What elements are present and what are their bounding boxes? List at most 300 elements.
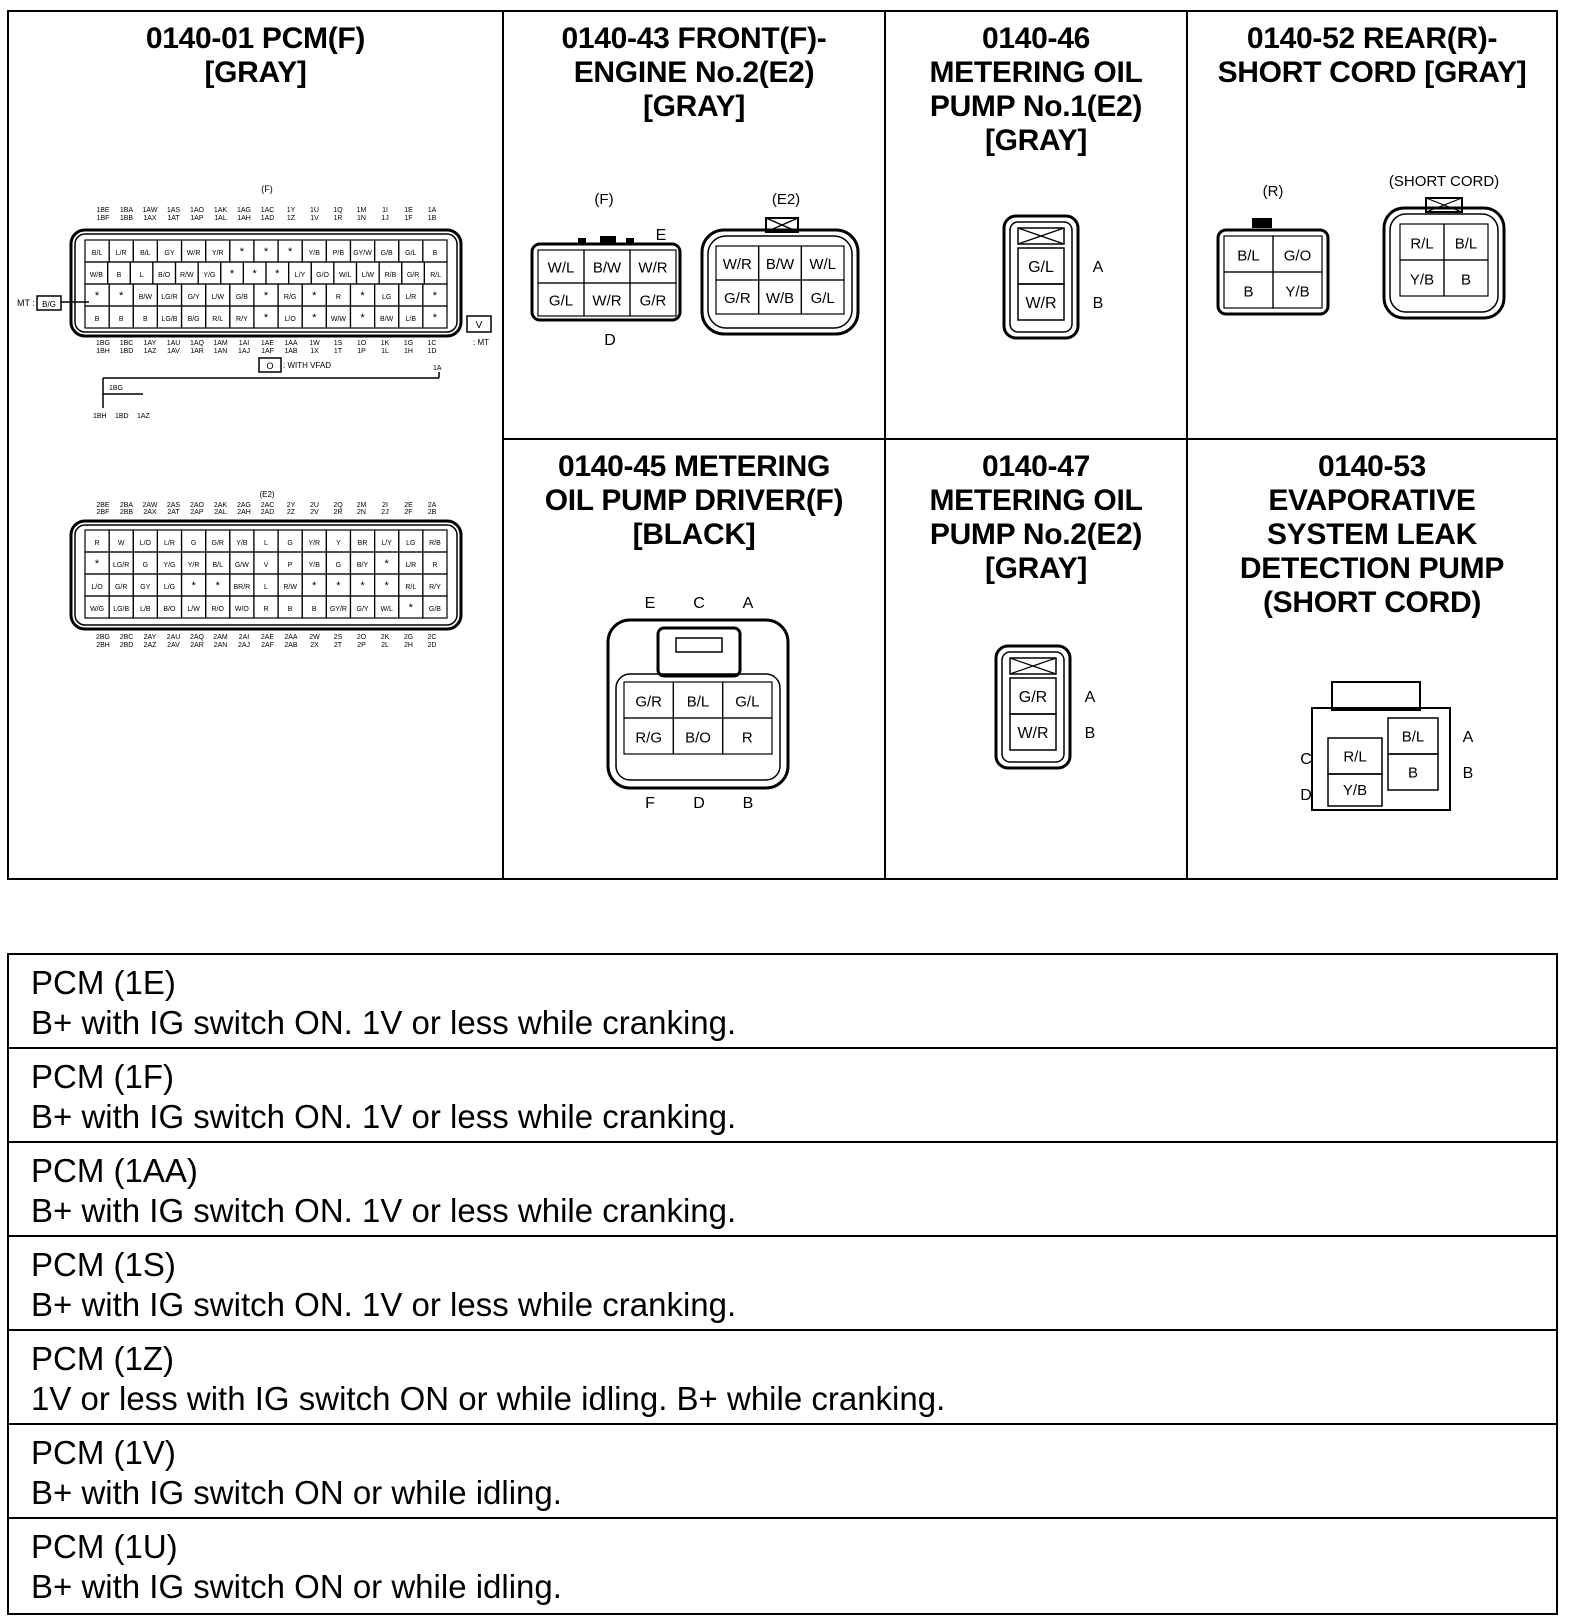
front-engine-connector [504,182,882,382]
pcm-e2-top-label: 2B [427,509,437,516]
pcm-e2-top-label: 2BB [119,509,134,516]
driver-pin: B/L [686,693,710,711]
pcm-e2-pin: Y/R [187,561,200,569]
pcm-f-bottom-label: 1W [309,340,320,347]
cell-0140-47 [886,440,1188,878]
pcm-e2-pin: G [142,561,149,569]
pcm-e2-pin: G/R [114,583,128,591]
terminal-label: PCM (1Z) [31,1340,174,1377]
front-f-pin: W/L [547,259,575,277]
driver-bottom-letter: B [742,795,754,812]
driver-top-letter: C [693,595,705,612]
pcm-e2-pin: W/G [90,605,105,613]
evap-leak-pump-connector [1188,676,1554,836]
pcm-e2-pin: B [311,605,317,613]
pcm-f-bottom-label: 1AU [166,340,181,347]
pcm-e2-bottom-label: 2S [333,634,343,641]
pcm-f-bottom-label: 1AY [143,340,157,347]
pcm-e2-top-label: 2U [310,502,319,509]
pcm-e2-top-label: 2M [356,502,367,509]
pcm-e2-bottom-label: 2BG [95,634,111,641]
voltage-row [9,1049,1556,1143]
rear-short-cord-connector [1188,172,1554,372]
pcm-f-top-label: 1AK [213,207,228,214]
pcm-f-pin: L/R [405,293,417,301]
pcm-f-pin: R/G [283,293,297,301]
pcm-f-pin: * [360,289,365,302]
pcm-f-top-label: 1Q [333,207,343,214]
jumper-bottom-1bh: 1BH [93,413,107,420]
pcm-e2-bottom-label: 2AY [143,634,157,641]
evap-pin: R/L [1343,748,1367,766]
pcm-e2-top-label: 2BF [96,509,110,516]
cell-0140-01 [9,12,504,878]
pcm-f-top-label: 1B [427,215,437,222]
pcm-f-bottom-label: 1AZ [143,348,157,355]
pcm-f-top-label: 1BB [119,215,134,222]
pcm-f-top-label: 1M [356,207,367,214]
rear-r-pin: B/L [1237,247,1260,265]
pcm-f-pin: L/W [361,271,375,279]
pcm-f-pin: * [312,311,317,324]
pcm-e2-pin: L/Y [381,539,392,547]
mt-label: MT : [17,298,35,308]
pcm-e2-bottom-label: 2O [356,634,367,641]
pcm-e2-bottom-label: 2BH [96,642,110,649]
pcm-e2-top-label: 2AG [236,502,252,509]
pcm-f-pin: * [119,289,124,302]
pcm-f-pin: B [432,249,438,257]
pcm-e2-pin: * [408,601,413,614]
pcm-e2-pin: G [190,539,197,547]
short-cord-pin: B [1460,271,1472,289]
pcm-e2-pin: Y/G [163,561,176,569]
terminal-label: PCM (1V) [31,1434,176,1471]
pcm-e2-top-label: 2AK [213,502,228,509]
pcm-e2-top-label: 2AL [214,509,227,516]
short-cord-pin: B/L [1454,235,1478,253]
title-0140-46: 0140-46 METERING OIL PUMP No.1(E2) [GRAY] [929,22,1143,157]
terminal-label: PCM (1F) [31,1058,174,1095]
pcm-e2-bottom-label: 2D [427,642,437,649]
pcm-f-bottom-label: 1T [333,348,343,355]
pcm-f-pin: * [275,267,280,280]
voltage-row [9,1519,1556,1613]
pcm-f-pin: B/W [138,293,152,301]
pcm-e2-bottom-label: 2H [404,642,413,649]
pcm-e2-top-label: 2V [310,509,319,516]
pcm-f-top-label: 1AL [214,215,227,222]
pcm-f-pin: L/Y [294,271,306,279]
pump2-letter: A [1084,688,1096,706]
pcm-e2-top-label: 2AH [237,509,251,516]
pcm-e2-pin: L [264,539,268,547]
pcm-e2-top-label: 2AS [166,502,181,509]
pcm-e2-pin: B/Y [356,561,369,569]
pcm-f-pin: B [94,315,100,323]
pcm-e2-pin: L [264,583,268,591]
e-letter: E [655,227,667,244]
pcm-e2-bottom-label: 2AR [190,642,204,649]
pcm-f-pin: * [263,311,269,324]
voltage-spec: 1V or less with IG switch ON or while idling. B+ while cranking. [31,1380,946,1417]
pcm-e2-pin: BR/R [233,583,251,591]
pump2-pin: G/R [1018,688,1048,706]
pcm-e2-top-label: 2Q [333,502,343,509]
pcm-e2-pin: R/W [283,583,297,591]
pcm-f-bottom-label: 1AF [261,348,274,355]
pcm-f-pin: * [263,245,269,258]
pcm-f-bottom-label: 1BG [95,340,111,347]
pcm-f-top-label: 1AD [260,215,275,222]
pcm-e2-bottom-label: 2BD [119,642,134,649]
pcm-e2-bottom-label: 2AZ [143,642,157,649]
cell-0140-45 [504,440,886,878]
pcm-f-pin: B [142,315,148,323]
d-letter: D [604,332,616,349]
driver-pin: R/G [635,729,663,747]
pcm-e2-top-label: 2AC [260,502,275,509]
pcm-f-pin: P/B [332,249,345,257]
pcm-f-pin: Y/B [308,249,320,257]
evap-pin: Y/B [1342,781,1368,799]
e2-label: (E2) [771,191,801,208]
pcm-e2-top-label: 2BE [96,502,110,509]
pcm-e2-pin: L/O [139,539,151,547]
pcm-e2-pin: * [94,557,100,570]
pcm-f-pin: W/R [186,249,201,257]
pcm-e2-pin: L/G [163,583,176,591]
pump1-pin: W/R [1025,294,1057,312]
pcm-e2-pin: G [335,561,342,569]
pcm-f-pin: G/L [405,249,417,257]
pcm-e2-top-label: 2N [357,509,366,516]
title-0140-53: 0140-53 EVAPORATIVE SYSTEM LEAK DETECTION PUMP (SHORT CORD) [1239,450,1505,619]
mt-pin: B/G [42,300,56,309]
pcm-f-bottom-label: 1O [356,340,367,347]
pcm-f-pin: * [239,245,245,258]
pcm-e2-pin: L/R [405,561,417,569]
pcm-e2-bottom-label: 2AB [284,642,298,649]
pcm-e2-bottom-label: 2X [310,642,319,649]
evap-letter: C [1300,751,1312,768]
terminal-label: PCM (1U) [31,1528,178,1565]
pcm-f-top-label: 1AC [260,207,275,214]
pcm-f-pin: B [116,271,122,279]
pcm-f-bottom-label: 1L [381,348,389,355]
rear-r-pin: B [1243,283,1254,301]
jumper-bottom-1bd: 1BD [115,413,129,420]
pcm-e2-top-label: 2Y [286,502,296,509]
pcm-e2-pin: R/L [405,583,417,591]
title-0140-43: 0140-43 FRONT(F)- ENGINE No.2(E2) [GRAY] [561,22,827,123]
pcm-f-bottom-label: 1P [357,348,366,355]
pcm-e2-pin: GY [140,583,151,591]
pcm-e2-pin: Y/B [308,561,320,569]
pcm-f-pin: W/B [89,271,103,279]
pcm-f-top-label: 1R [333,215,343,222]
vfad-label: : WITH VFAD [283,361,331,370]
pcm-f-code: (F) [261,184,273,194]
vfad-pin: O [266,361,274,371]
pcm-e2-pin: G/B [428,605,441,613]
pcm-e2-pin: B/L [212,561,223,569]
pcm-e2-pin: R [94,539,100,547]
pcm-f-pin: G/B [235,293,248,301]
pcm-f-bottom-label: 1AM [213,340,228,347]
pcm-e2-top-label: 2Z [286,509,296,516]
jumper-bottom-1az: 1AZ [137,413,150,420]
pcm-f-top-label: 1AG [236,207,252,214]
pcm-f-top-label: 1V [310,215,319,222]
driver-bottom-letter: D [693,795,705,812]
metering-pump-1-connector [886,212,1184,372]
title-0140-52: 0140-52 REAR(R)- SHORT CORD [GRAY] [1217,22,1527,89]
pcm-e2-bottom-label: 2W [309,634,320,641]
title-0140-45: 0140-45 METERING OIL PUMP DRIVER(F) [BLACK] [544,450,844,551]
voltage-row [9,1143,1556,1237]
title-0140-47: 0140-47 METERING OIL PUMP No.2(E2) [GRAY] [929,450,1143,585]
pcm-f-pin: GY [164,249,175,257]
voltage-row [9,1331,1556,1425]
voltage-spec: B+ with IG switch ON or while idling. [31,1474,562,1511]
engine-e2-pin: W/B [765,290,795,308]
pcm-f-pin: R/L [212,315,224,323]
pcm-f-top-label: 1AX [143,215,157,222]
connector-grid [7,10,1558,880]
short-cord-label: (SHORT CORD) [1388,173,1500,190]
pcm-f-top-label: 1AS [166,207,181,214]
pcm-f-pin: Y/R [211,249,224,257]
engine-e2-pin: G/R [723,290,751,308]
pcm-e2-pin: R/B [429,539,441,547]
pcm-f-top-label: 1J [381,215,389,222]
pcm-f-pin: * [287,245,293,258]
cell-0140-52 [1188,12,1556,440]
pcm-f-top-label: 1BE [96,207,110,214]
pcm-e2-pin: Y [336,539,341,547]
pcm-f-bottom-label: 1X [310,348,319,355]
pcm-e2-bottom-label: 2C [427,634,437,641]
pump1-pin: G/L [1028,258,1054,276]
v-pin: V [475,320,483,331]
pcm-f-pin: * [360,311,365,324]
pump1-letter: B [1092,294,1104,312]
pcm-f-pin: B/O [158,271,171,279]
pcm-f-pin: R/B [384,271,397,279]
front-f-pin: G/R [639,292,667,310]
pcm-e2-pin: R/O [211,605,224,613]
pcm-f-pin: LG/R [161,293,178,301]
pcm-f-pin: B [118,315,124,323]
voltage-spec: B+ with IG switch ON or while idling. [31,1568,562,1605]
pcm-e2-bottom-label: 2AQ [189,634,205,641]
pcm-f-pin: L/R [115,249,127,257]
pcm-e2-top-label: 2AT [167,509,180,516]
pcm-e2-pin: BR [357,539,368,547]
terminal-label: PCM (1E) [31,964,176,1001]
pcm-e2-pin: W [117,539,125,547]
jumper-top-1a: 1A [433,365,442,372]
engine-e2-pin: W/R [722,256,752,274]
pcm-e2-top-label: 2AX [143,509,157,516]
pcm-f-bottom-label: 1AR [190,348,204,355]
pcm-f-bottom-label: 1G [403,340,414,347]
pcm-e2-bottom-label: 2BC [119,634,134,641]
voltage-row [9,1237,1556,1331]
pcm-e2-top-label: 2R [333,509,343,516]
pcm-e2-bottom-label: 2AM [213,634,228,641]
pcm-f-top-label: 1BA [119,207,134,214]
evap-letter: D [1300,787,1312,804]
pcm-f-pin: W/L [338,271,352,279]
pcm-f-pin: G/B [380,249,393,257]
driver-bottom-letter: F [645,795,655,812]
pcm-f-pin: G/R [406,271,420,279]
evap-letter: B [1462,765,1474,782]
pcm-f-top-label: 1E [404,207,413,214]
pcm-e2-bottom-label: 2AI [238,634,250,641]
pcm-f-bottom-label: 1AV [167,348,180,355]
pcm-f-bottom-label: 1AA [284,340,298,347]
pcm-e2-pin: G/W [234,561,249,569]
pcm-e2-bottom-label: 2AA [284,634,298,641]
r-label: (R) [1262,183,1284,200]
pcm-f-pin: L/W [211,293,224,301]
pcm-e2-pin: LG [406,539,416,547]
pcm-f-bottom-label: 1AE [260,340,275,347]
pcm-f-pin: R/L [430,271,442,279]
driver-top-letter: A [742,595,754,612]
pcm-e2-bottom-label: 2G [403,634,414,641]
pcm-f-bottom-label: 1K [380,340,390,347]
pcm-e2-top-label: 2I [382,502,388,509]
evap-pin: B/L [1401,728,1425,746]
cell-0140-43 [504,12,886,440]
rear-r-pin: G/O [1283,247,1312,265]
pcm-e2-pin: L/B [140,605,151,613]
pcm-f-pin: L [139,271,144,279]
pump2-pin: W/R [1017,724,1049,742]
pcm-f-pin: R [335,293,341,301]
evap-letter: A [1462,729,1474,746]
pcm-e2-pin: G/Y [356,605,369,613]
pcm-e2-pin: * [360,579,365,592]
voltage-spec: B+ with IG switch ON. 1V or less while cranking. [31,1098,737,1135]
pcm-f-pin: L/B [405,315,417,323]
voltage-spec: B+ with IG switch ON. 1V or less while cranking. [31,1004,737,1041]
cell-0140-53 [1188,440,1556,878]
pcm-f-bottom-label: 1AJ [237,348,251,355]
pcm-f-pin: LG [381,293,392,301]
voltage-spec: B+ with IG switch ON. 1V or less while cranking. [31,1286,737,1323]
pcm-e2-pin: LG/B [113,605,130,613]
driver-pin: B/O [685,729,711,747]
metering-pump-2-connector [886,642,1184,802]
driver-top-letter: E [644,595,656,612]
pcm-f-bottom-label: 1D [427,348,437,355]
voltage-spec: B+ with IG switch ON. 1V or less while cranking. [31,1192,737,1229]
pcm-f-pin: * [432,289,438,302]
pcm-f-pin: L/O [284,315,296,323]
pcm-e2-pin: G/R [211,539,224,547]
cell-0140-46 [886,12,1188,440]
driver-pin: R [741,729,753,747]
pcm-f-pin: G/Y [187,293,200,301]
pcm-f-bottom-label: 1C [427,340,437,347]
pcm-e2-pin: GY/R [329,605,347,613]
pcm-e2-pin: R [263,605,269,613]
pcm-e2-pin: Y/B [236,539,248,547]
pcm-e2-top-label: 2J [381,509,389,516]
pcm-e2-top-label: 2E [404,502,413,509]
evap-pin: B [1407,764,1419,782]
pcm-e2-top-label: 2BA [119,502,134,509]
pcm-e2-pin: LG/R [113,561,130,569]
rear-r-pin: Y/B [1285,283,1310,301]
pcm-e2-top-label: 2AW [142,502,158,509]
pcm-e2-bottom-label: 2AV [167,642,180,649]
pcm-f-top-label: 1A [427,207,437,214]
pcm-e2-top-label: 2AD [260,509,275,516]
pcm-f-pin: * [263,289,269,302]
pcm-f-top-label: 1AH [237,215,251,222]
pcm-f-pin: * [94,289,100,302]
pump2-letter: B [1084,724,1096,742]
pcm-e2-pin: * [336,579,341,592]
pcm-e2-bottom-label: 2T [333,642,343,649]
pcm-f-top-label: 1AW [142,207,158,214]
pcm-f-bottom-label: 1BH [96,348,110,355]
pcm-f-top-label: 1AO [189,207,205,214]
pcm-f-pin: R/W [180,271,194,279]
pcm-f-pin: B/W [380,315,394,323]
pcm-e2-pin: * [215,579,220,592]
pcm-f-pin: B/L [140,249,151,257]
front-f-pin: B/W [592,259,622,277]
front-f-pin: G/L [548,292,574,310]
pcm-e2-bottom-label: 2AN [213,642,228,649]
voltage-row [9,1425,1556,1519]
voltage-table [7,953,1558,1615]
pcm-e2-pin: L/W [187,605,200,613]
terminal-label: PCM (1S) [31,1246,176,1283]
pcm-e2-pin: * [384,557,389,570]
pcm-e2-pin: W/L [380,605,393,613]
pcm-e2-pin: V [263,561,269,569]
pcm-f-top-label: 1N [357,215,366,222]
metering-pump-driver-connector [504,590,882,820]
pcm-f-top-label: 1AP [190,215,204,222]
pcm-f-pin: B/L [91,249,103,257]
pcm-e2-pin: R/Y [429,583,441,591]
pcm-f-bottom-label: 1S [333,340,343,347]
pcm-e2-bottom-label: 2AF [261,642,274,649]
pcm-e2-bottom-label: 2AU [166,634,181,641]
pcm-f-pin: B/G [187,315,200,323]
pcm-e2-pin: * [384,579,389,592]
pcm-f-bottom-label: 1AI [238,340,250,347]
engine-e2-pin: G/L [810,290,835,308]
pcm-e2-bottom-label: 2K [380,634,390,641]
pcm-e2-pin: L/O [91,583,103,591]
pcm-e2-pin: R [432,561,438,569]
pcm-f-pin: * [432,311,438,324]
pcm-e2-pin: * [191,579,196,592]
pcm-f-bottom-label: 1AN [213,348,228,355]
pcm-f-top-label: 1Z [286,215,296,222]
driver-pin: G/L [735,693,760,711]
